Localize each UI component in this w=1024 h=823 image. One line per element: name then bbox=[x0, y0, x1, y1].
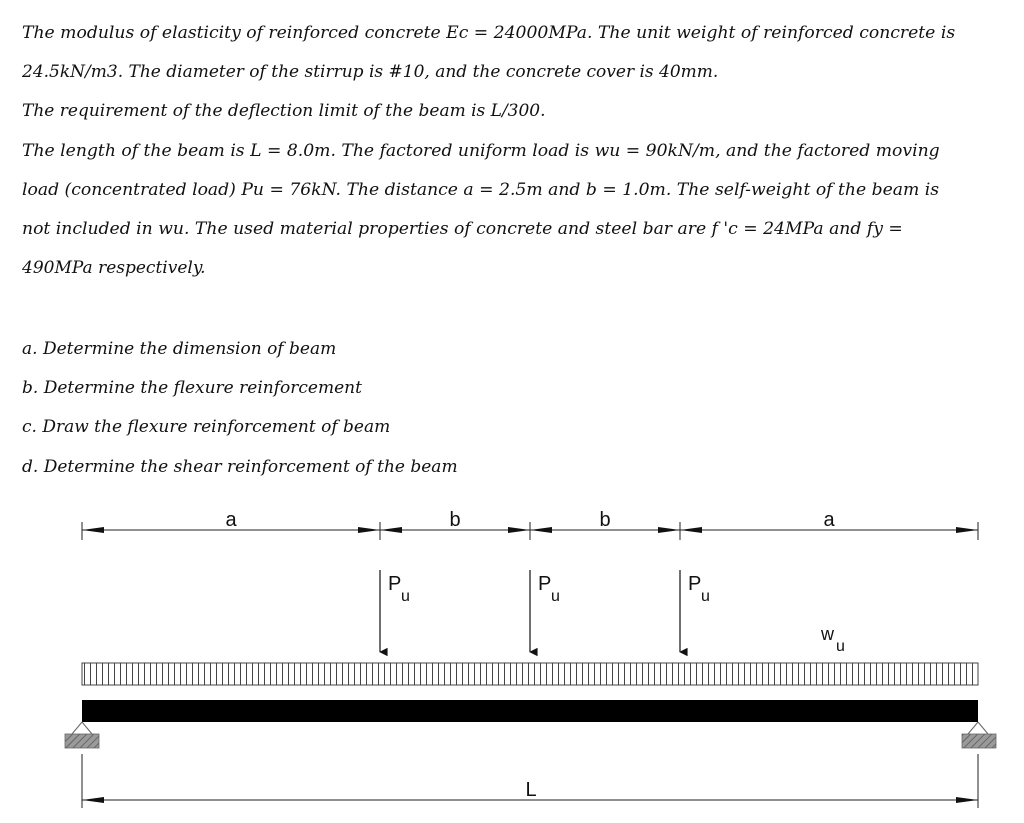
uniform-load-label: w bbox=[821, 624, 834, 644]
problem-line-7: 490MPa respectively. bbox=[22, 258, 206, 278]
problem-line-4: The length of the beam is L = 8.0m. The factored uniform load is wu = 90kN/m, and the factored moving bbox=[22, 141, 940, 161]
span-dimension-line bbox=[82, 522, 978, 540]
point-load-3-label: P bbox=[688, 573, 702, 595]
span-label-b-left: b bbox=[449, 509, 461, 531]
point-load-2-label: P bbox=[538, 573, 552, 595]
uniform-load-band bbox=[82, 663, 978, 685]
support-left bbox=[65, 722, 99, 748]
beam bbox=[82, 700, 978, 722]
uniform-load-subscript: u bbox=[836, 638, 845, 655]
task-b: b. Determine the flexure reinforcement bbox=[22, 378, 362, 398]
task-a: a. Determine the dimension of beam bbox=[22, 339, 337, 359]
point-load-1 bbox=[380, 570, 410, 652]
point-load-2 bbox=[530, 570, 560, 652]
point-load-2-subscript: u bbox=[551, 588, 560, 605]
problem-line-3: The requirement of the deflection limit of the beam is L/300. bbox=[22, 101, 546, 121]
span-label-b-right: b bbox=[599, 509, 611, 531]
problem-line-2: 24.5kN/m3. The diameter of the stirrup is #10, and the concrete cover is 40mm. bbox=[22, 62, 719, 82]
length-label: L bbox=[525, 779, 537, 801]
support-right bbox=[962, 722, 996, 748]
point-load-1-subscript: u bbox=[401, 588, 410, 605]
span-label-a-right: a bbox=[823, 509, 835, 531]
problem-line-6: not included in wu. The used material properties of concrete and steel bar are f 'c = 24MPa and fy = bbox=[22, 219, 903, 239]
problem-line-5: load (concentrated load) Pu = 76kN. The distance a = 2.5m and b = 1.0m. The self-weight of the beam is bbox=[22, 180, 940, 200]
problem-line-1: The modulus of elasticity of reinforced concrete Ec = 24000MPa. The unit weight of reinforced concrete is bbox=[22, 23, 956, 43]
span-label-a-left: a bbox=[225, 509, 237, 531]
point-load-3 bbox=[680, 570, 710, 652]
point-load-1-label: P bbox=[388, 573, 402, 595]
task-c: c. Draw the flexure reinforcement of beam bbox=[22, 417, 391, 437]
task-d: d. Determine the shear reinforcement of the beam bbox=[22, 457, 458, 477]
point-load-3-subscript: u bbox=[701, 588, 710, 605]
